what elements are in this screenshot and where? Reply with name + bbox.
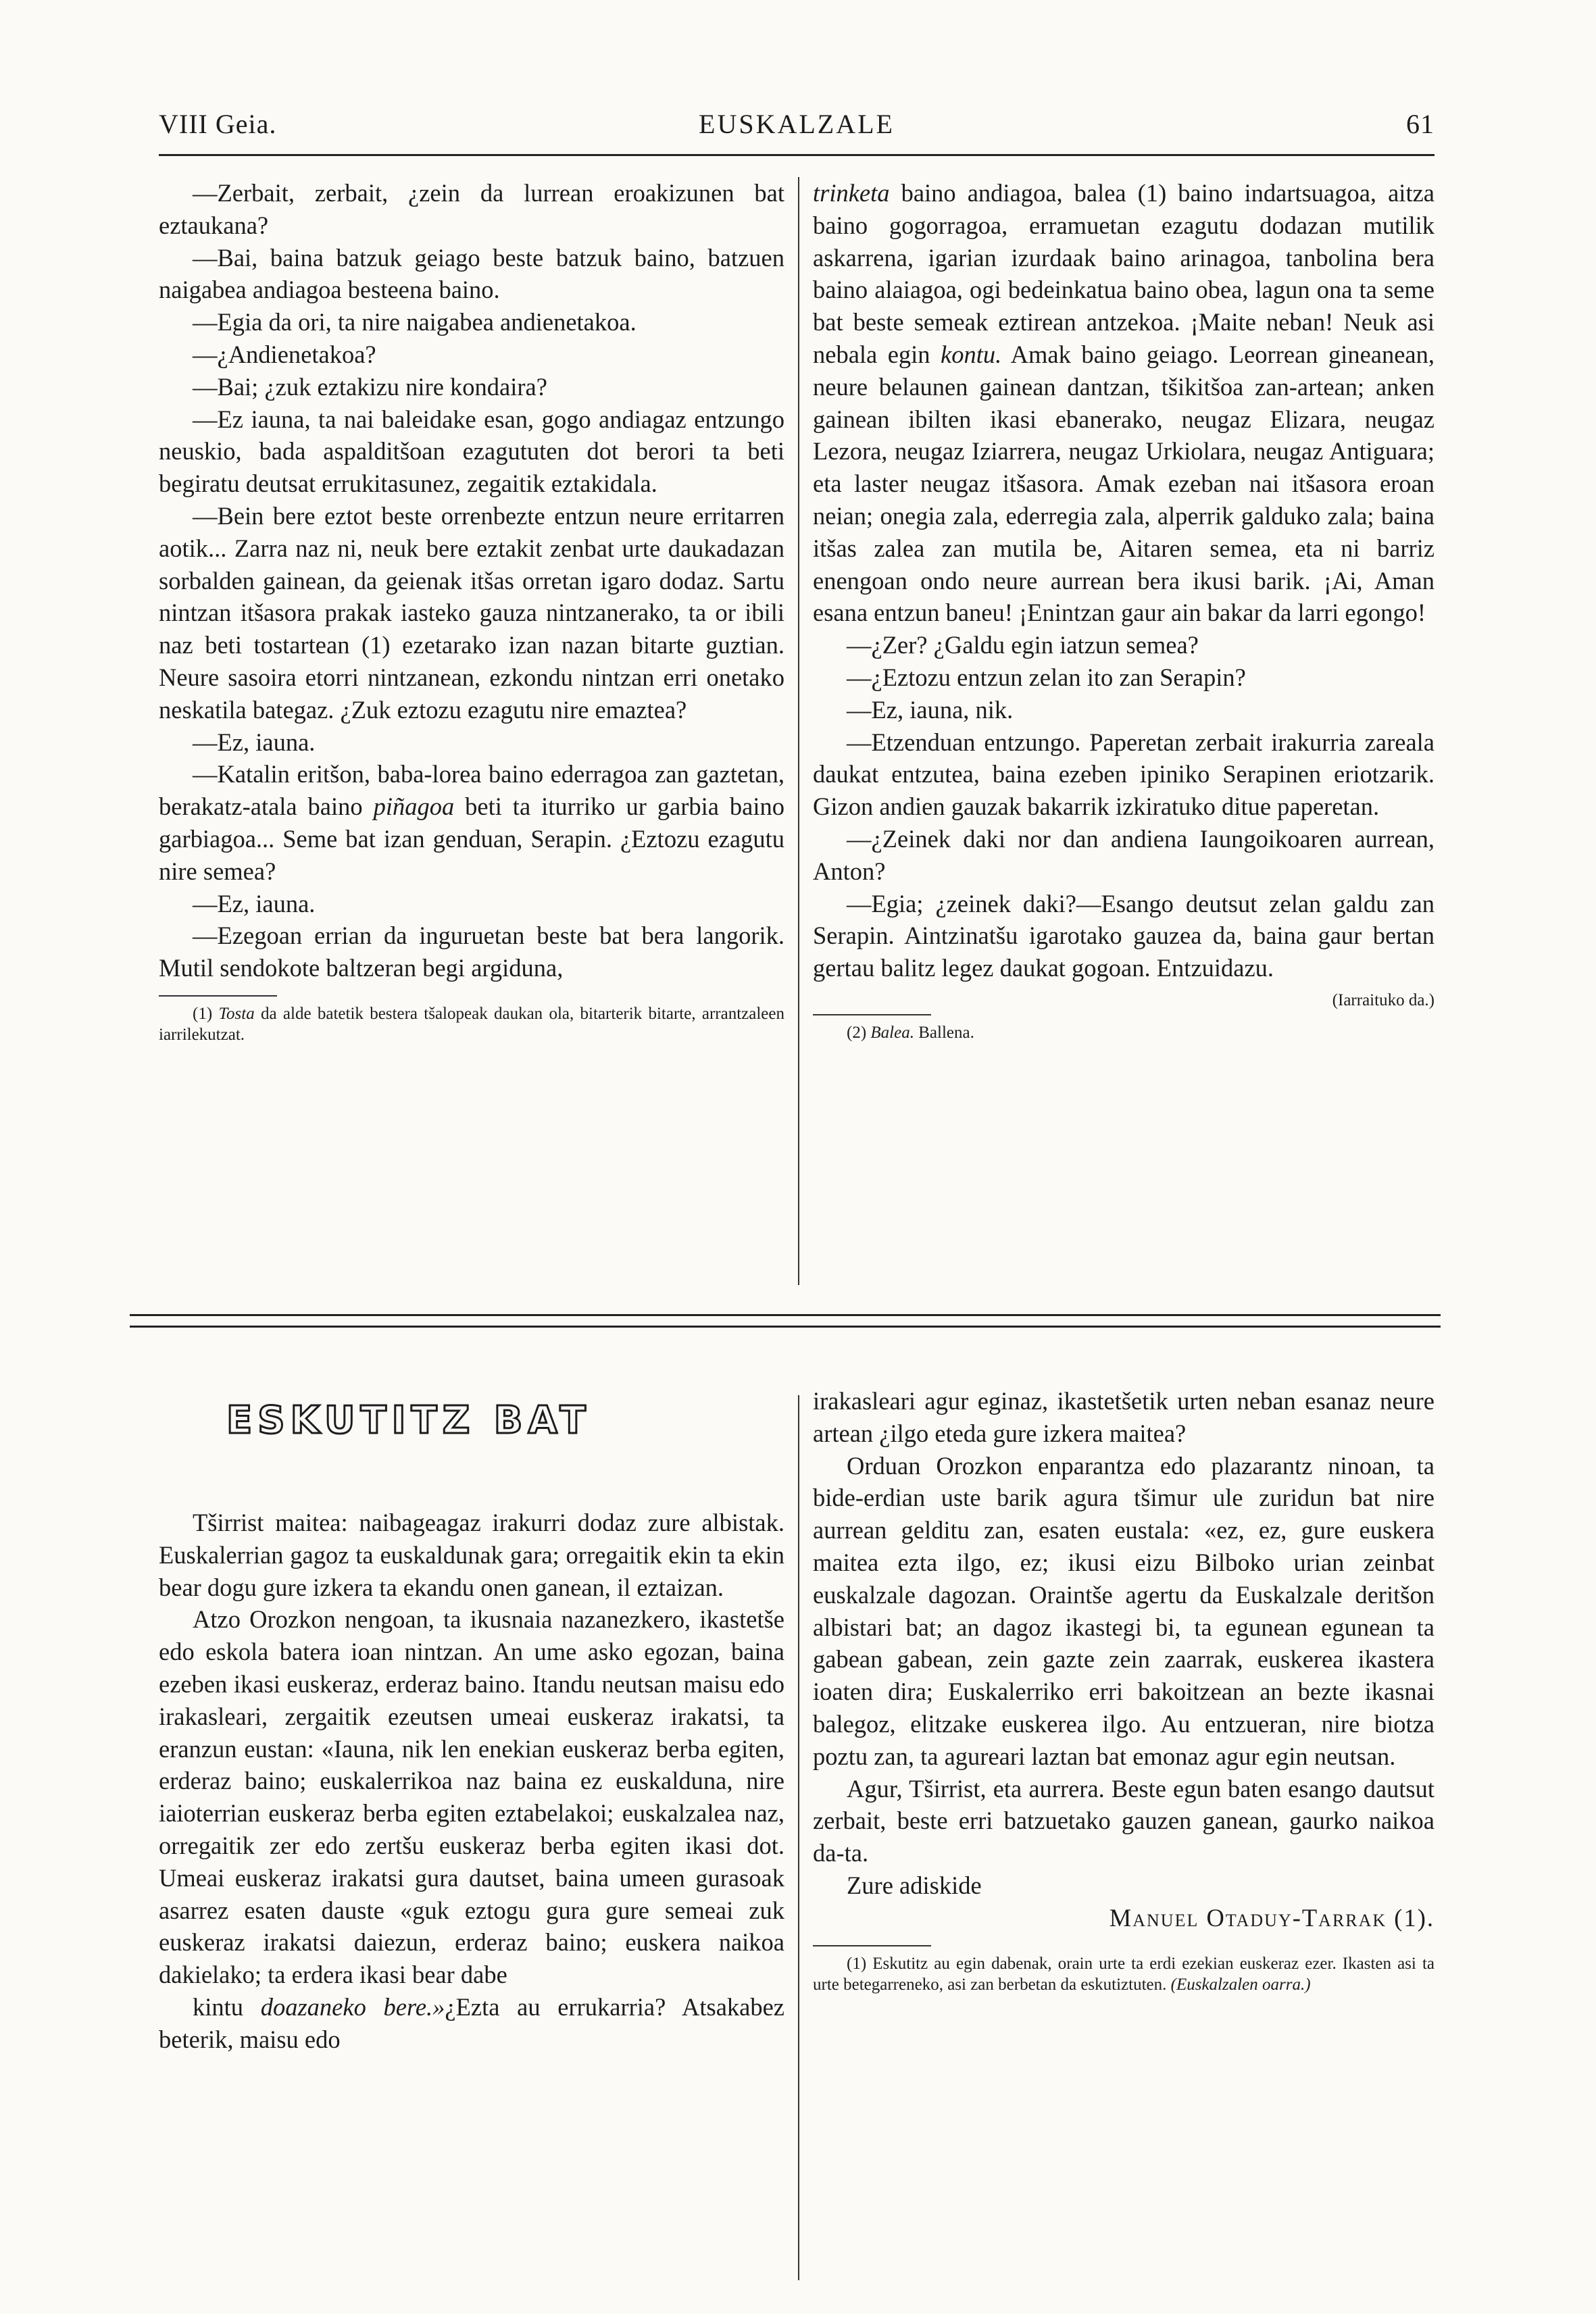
paragraph: —¿Zeinek daki nor dan andiena Iaungoikoaren aurrean, Anton?	[813, 824, 1435, 885]
paragraph: irakasleari agur eginaz, ikastetšetik urten neban esanaz neure artean ¿ilgo eteda gure izkera maitea?	[813, 1387, 1435, 1447]
paragraph: —Egia da ori, ta nire naigabea andienetakoa.	[193, 308, 637, 336]
paragraph: —Ez iauna, ta nai baleidake esan, gogo andiagaz entzungo neuskio, bada aspalditšoan ezagututen dot berori ta beti begiratu deutsat errukitasunez, zegaitik eztakidala.	[159, 405, 784, 498]
footnote-rule	[813, 1014, 931, 1015]
paragraph: —Katalin eritšon, baba-lorea baino ederragoa zan gaztetan, berakatz-atala baino piñagoa beti ta iturriko ur garbia baino garbiagoa... Seme bat izan genduan, Serapin. ¿Eztozu ezagutu nire semea?	[159, 760, 785, 885]
paragraph: Zure adiskide	[847, 1871, 982, 1899]
paragraph: Agur, Tširrist, eta aurrera. Beste egun baten esango dautsut zerbait, beste erri batzuetako gauzen ganean, gaurko naikoa da-ta.	[813, 1774, 1435, 1867]
paragraph: trinketa baino andiagoa, balea (1) baino indartsuagoa, aitza baino gogorragoa, erramuetan ezagutu dodazan mutilik askarrena, igarian izurdaak baino arinagoa, tanbolina bera baino alaiagoa, ogi bedeinkatua baino obea, lagun ona ta seme bat beste semeak eztirean antzekoa. ¡Maite neban! Neuk asi nebala egin kontu. Amak baino geiago. Leorrean gineanean, neure belaunen gainean dantzan, tšikitšoa zan-artean; anken gainean ibilten ikasi ebanerako, neugaz Elizara, neugaz Lezora, neugaz Iziarrera, neugaz Urkiolara, neugaz Antiguara; eta laster neugaz itšasora. Amak ezeban nai itšasora eroan neian; onegia zala, ederregia zala, alperrik galduko zala; baina itšas zalea zan mutila be, Aitaren semea, eta ni barriz enengoan ondo neure aurrean bera ikusi barik. ¡Ai, Aman esana entzun baneu! ¡Enintzan gaur ain bakar da larri egongo!	[813, 179, 1435, 627]
page-number: 61	[1406, 109, 1435, 139]
paragraph: —Ez, iauna.	[193, 728, 316, 756]
signature: Manuel Otaduy-Tarrak (1).	[1109, 1903, 1435, 1932]
paragraph: —Bai, baina batzuk geiago beste batzuk baino, batzuen naigabea andiagoa besteena baino.	[159, 243, 784, 304]
paragraph: Orduan Orozkon enparantza edo plazarantz ninoan, ta bide-erdian uste barik agura tšimur ule zuridun bat nire aurrean gelditu zan, esaten eustala: «ez, ez, gure euskera maitea ezta ilgo, ez; ikusi eizu Bilboko urian zeinbat euskalzale dagozan. Oraintše agertu da Euskalzale deritšon albistari bat; an dagoz ikastegi bi, ta egunean egunean ta gabean gabean, zein gazte zein zaarrak, euskerea ikastera ioaten dira; Euskalerriko erri bakoitzean an bezte ikasnai balegoz, elitzake euskerea ilgo. Au entzueran, nire biotza poztu zan, ta agureari laztan bat emonaz agur egin neutsan.	[813, 1451, 1435, 1770]
italic-word: doazaneko bere.»	[243, 1992, 445, 2021]
article-title: ESKUTITZ BAT	[226, 1399, 591, 1442]
paragraph: —Egia; ¿zeinek daki?—Esango deutsut zelan galdu zan Serapin. Aintzinatšu igarotako gauzea da, baina gaur bertan gertau balitz legez daukat gogoan. Entzuidazu.	[813, 889, 1435, 982]
footnote: (2) Balea. Ballena.	[847, 1023, 974, 1042]
paragraph: —¿Eztozu entzun zelan ito zan Serapin?	[847, 663, 1246, 691]
column-separator	[798, 177, 799, 1285]
journal-title: EUSKALZALE	[699, 109, 895, 139]
paragraph: —¿Andienetakoa?	[193, 340, 376, 368]
article-left-column	[159, 1507, 784, 2056]
paragraph: —¿Zer? ¿Galdu egin iatzun semea?	[847, 631, 1199, 659]
paragraph: Tširrist maitea: naibageagaz irakurri dodaz zure albistak. Euskalerrian gagoz ta euskaldunak gara; orregaitik ekin ta ekin bear dogu gure izkera ta ekandu onen ganean, il eztaizan.	[159, 1509, 784, 1601]
paragraph: —Ezegoan errian da inguruetan beste bat bera langorik. Mutil sendokote baltzeran begi argiduna,	[159, 922, 784, 982]
paragraph: —Zerbait, zerbait, ¿zein da lurrean eroakizunen bat eztaukana?	[159, 179, 784, 239]
continued-note: (Iarraituko da.)	[1332, 990, 1435, 1009]
paragraph: Atzo Orozkon nengoan, ta ikusnaia nazanezkero, ikastetše edo eskola batera ioan nintzan. An ume asko egozan, baina ezeben ikasi euskeraz, erderaz baino. Itandu neutsan maisu edo irakasleari, zergaitik ezeutsen umeai euskeraz irakatsi, ta eranzun eustan: «Iauna, nik len enekian euskeraz berba egiten, erderaz baino; euskalerrikoa naz baina ez euskalduna, nire iaioterrian euskeraz berba egiten eztabelakoi; euskalzalea naz, orregaitik zer edo zertšu euskeraz berba egiten ikasi dot. Umeai euskeraz irakatsi gura dautset, baina umeen gurasoak asarrez esaten dauste «guk eztogu gura gure semeai zuk euskeraz irakatsi daiezun, erderaz baino; euskera naikoa dakielako; ta erdera ikasi bear dabe	[159, 1605, 784, 1989]
paragraph: —Etzenduan entzungo. Paperetan zerbait irakurria zareala daukat entzutea, baina ezeben ipiniko Serapinen eriotzarik. Gizon andien gauzak bakarrik izkiratuko ditue paperetan.	[813, 728, 1435, 821]
paragraph: —Bai; ¿zuk eztakizu nire kondaira?	[193, 372, 547, 401]
italic-word: piñagoa	[373, 793, 455, 821]
paragraph: —Ez, iauna.	[193, 889, 316, 917]
paragraph: kintu doazaneko bere.»¿Ezta au errukarria? Atsakabez beterik, maisu edo	[159, 1992, 785, 2053]
paragraph: —Bein bere eztot beste orrenbezte entzun neure erritarren aotik... Zarra naz ni, neuk bere eztakit zenbat urte daukadazan sorbalden gainean, da geienak itšas orretan igaro dodaz. Sartu nintzan itšasora prakak iasteko gauza nintzanerako, ta or ibili naz beti tostartean (1) ezetarako izan nazan bitarte guztian. Neure sasoira etorri nintzanean, ezkondu nintzan erri onetako neskatila bategaz. ¿Zuk eztozu ezagutu nire emaztea?	[159, 501, 784, 724]
top-left-column	[159, 177, 784, 1045]
header-rule	[159, 154, 1435, 156]
footnote-rule	[813, 1945, 931, 1946]
page-header	[159, 108, 1435, 149]
footnote-rule	[159, 995, 277, 997]
section-divider-top	[130, 1314, 1441, 1316]
footnote: (1) Tosta da alde batetik bestera tšalopeak daukan ola, bitarterik bitarte, arrantzaleen iarrilekutzat.	[159, 1004, 785, 1044]
column-separator	[798, 1395, 799, 2280]
footnote: (1) Eskutitz au egin dabenak, orain urte ta erdi ezekian euskeraz ezer. Ikasten asi ta urte betegarreneko, asi zan berbetan da eskutiztuten. (Euskalzalen oarra.)	[813, 1954, 1435, 1994]
article-right-column	[813, 1385, 1435, 1995]
paragraph: —Ez, iauna, nik.	[847, 695, 1014, 724]
top-right-column	[813, 177, 1435, 1043]
section-divider-bottom	[130, 1326, 1441, 1328]
issue-number: VIII Geia.	[159, 109, 277, 139]
